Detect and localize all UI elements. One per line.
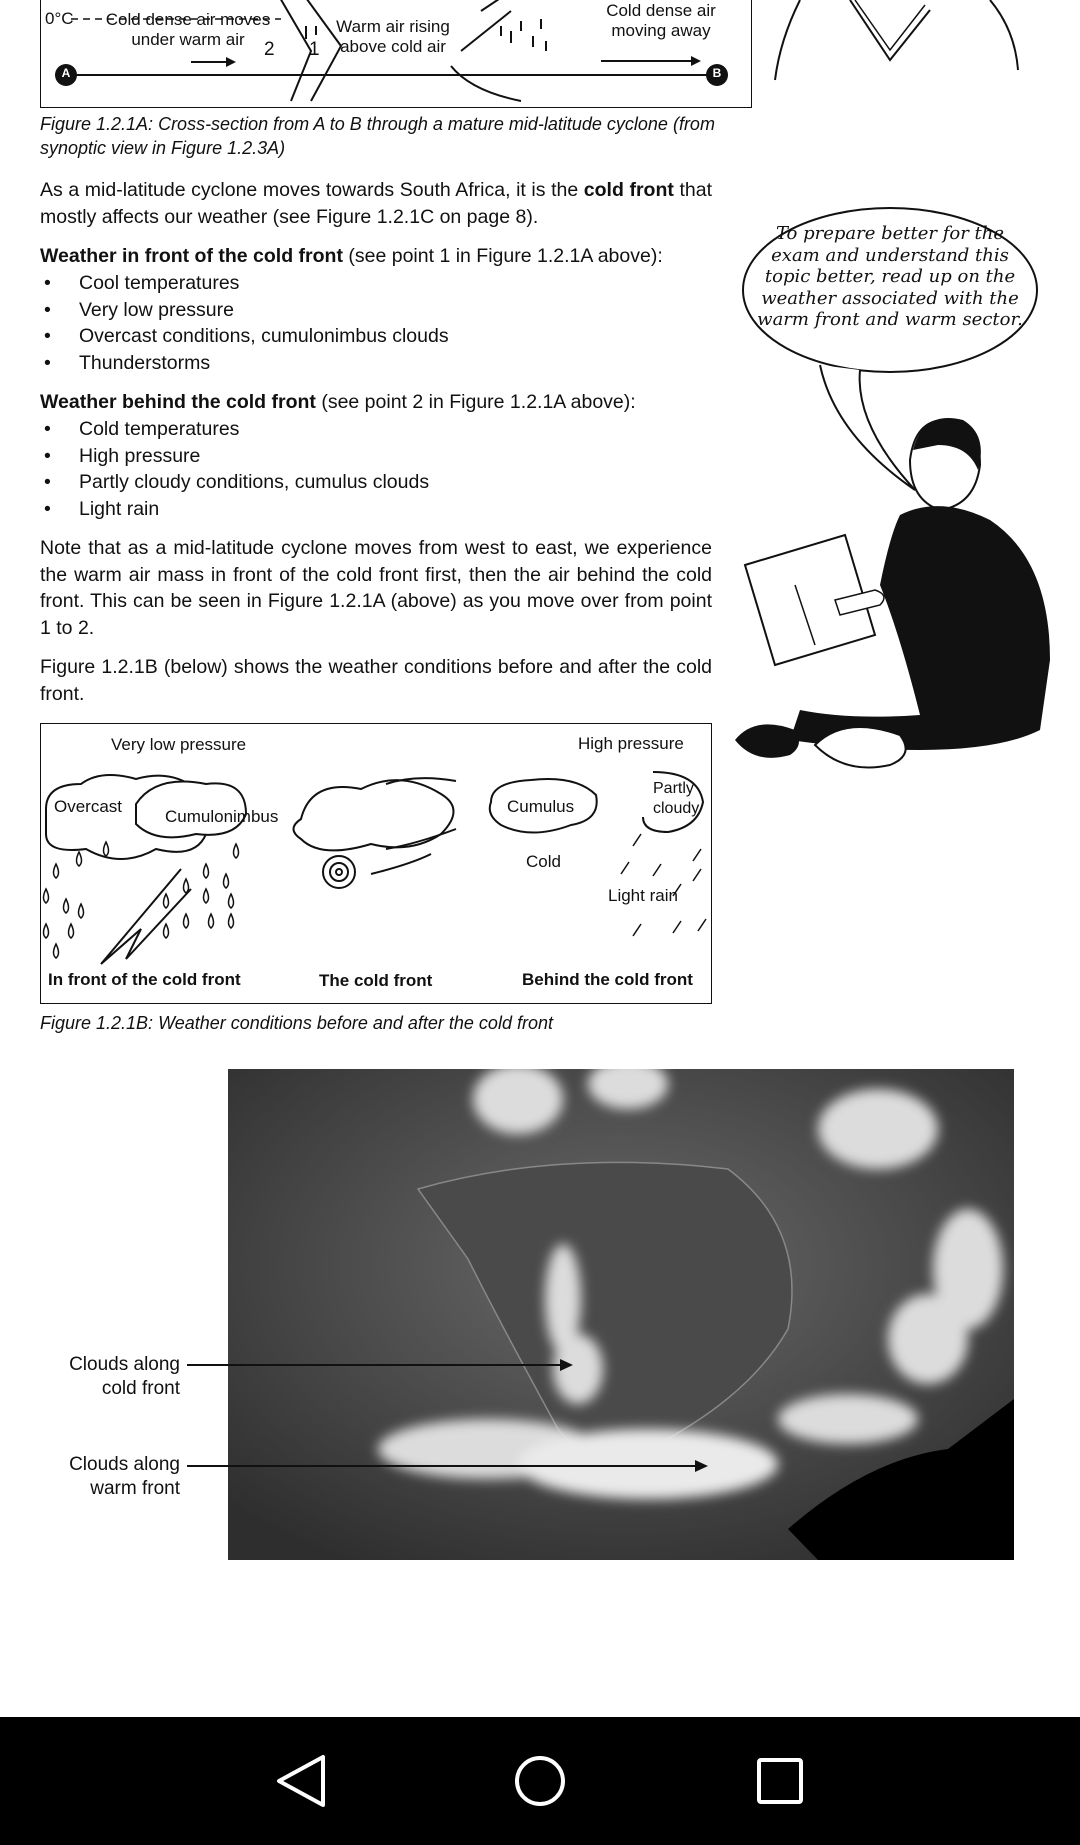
- behind-cold-front-label: Behind the cold front: [522, 970, 693, 989]
- speech-bubble-text: To prepare better for the exam and understand this topic better, read up on the weather associated with the warm front and warm sector.: [757, 223, 1023, 330]
- list-item: • Thunderstorms: [40, 350, 720, 377]
- behind-heading-bold: Weather behind the cold front: [40, 391, 316, 413]
- intro-bold: cold front: [583, 179, 674, 201]
- front-heading-bold: Weather in front of the cold front: [40, 245, 343, 267]
- navigation-bar: [0, 1717, 1080, 1845]
- warm-front-clouds-label: Clouds along warm front: [69, 1454, 180, 1499]
- list-item: • Cold temperatures: [40, 416, 720, 443]
- point-2-label: 2: [264, 39, 275, 60]
- very-low-pressure-label: Very low pressure: [111, 735, 247, 754]
- recents-button[interactable]: [735, 1747, 825, 1815]
- front-heading-rest: (see point 1 in Figure 1.2.1A above):: [342, 245, 663, 267]
- intro-text-start: As a mid-latitude cyclone moves towards South Africa, it is the: [40, 179, 584, 201]
- label-arrows: [185, 1355, 715, 1475]
- recents-square-icon: [735, 1747, 825, 1815]
- home-circle-icon: [495, 1747, 585, 1815]
- back-triangle-icon: [255, 1747, 345, 1815]
- front-weather-list: [40, 270, 720, 376]
- behind-weather-list: [40, 416, 720, 522]
- front-heading: [40, 243, 720, 270]
- note-paragraph: Note that as a mid-latitude cyclone moves from west to east, we experience the warm air mass in front of the cold front first, then the air behind the cold front. This can be seen in Figure 1.2.1A (above) as you move over from point 1 to 2.: [40, 537, 712, 639]
- cumulus-label: Cumulus: [507, 797, 575, 816]
- figure-b-intro-paragraph: Figure 1.2.1B (below) shows the weather conditions before and after the cold front.: [40, 656, 712, 705]
- list-item: • Partly cloudy conditions, cumulus clouds: [40, 469, 720, 496]
- list-item: • Very low pressure: [40, 297, 720, 324]
- list-item: • Cool temperatures: [40, 270, 720, 297]
- point-a-label: A: [61, 66, 71, 80]
- cold-label: Cold: [526, 852, 561, 871]
- warm-air-rising-label: Warm air rising above cold air: [336, 17, 450, 56]
- light-rain-label: Light rain: [608, 886, 678, 905]
- cold-air-moving-away-label: Cold dense air moving away: [606, 1, 716, 40]
- back-button[interactable]: [255, 1747, 345, 1815]
- point-1-label: 1: [309, 39, 320, 60]
- in-front-of-cold-front-label: In front of the cold front: [48, 970, 241, 989]
- partly-cloudy-label: Partly cloudy: [653, 780, 700, 817]
- satellite-image: [228, 1069, 1014, 1560]
- cold-air-under-warm-label: Cold dense air moves under warm air: [105, 10, 271, 49]
- figure-1-2-1a: [40, 0, 752, 108]
- figure-1-2-1a-caption: Figure 1.2.1A: Cross-section from A to B through a mature mid-latitude cyclone (from synoptic view in Figure 1.2.3A): [40, 114, 715, 158]
- student-illustration-top: [770, 0, 1030, 90]
- satellite-image-graphic: [228, 1069, 1014, 1560]
- high-pressure-label: High pressure: [578, 734, 684, 753]
- weather-conditions-diagram: [41, 724, 711, 1003]
- list-item: • High pressure: [40, 443, 720, 470]
- intro-paragraph: [40, 177, 712, 230]
- list-item: • Overcast conditions, cumulonimbus clouds: [40, 323, 720, 350]
- overcast-label: Overcast: [54, 797, 123, 816]
- figure-1-2-1b: [40, 723, 712, 1004]
- cumulonimbus-label: Cumulonimbus: [165, 807, 279, 826]
- the-cold-front-label: The cold front: [319, 971, 433, 990]
- list-item: • Light rain: [40, 496, 720, 523]
- behind-heading: [40, 389, 720, 416]
- intro-text-end: that mostly affects our weather (see Figure 1.2.1C on page 8).: [40, 179, 712, 228]
- figure-1-2-1b-caption: Figure 1.2.1B: Weather conditions before and after the cold front: [40, 1013, 553, 1033]
- freezing-level-label: 0°C: [45, 9, 74, 28]
- cold-front-clouds-label: Clouds along cold front: [69, 1354, 180, 1399]
- behind-heading-rest: (see point 2 in Figure 1.2.1A above):: [315, 391, 636, 413]
- point-b-label: B: [712, 66, 722, 80]
- home-button[interactable]: [495, 1747, 585, 1815]
